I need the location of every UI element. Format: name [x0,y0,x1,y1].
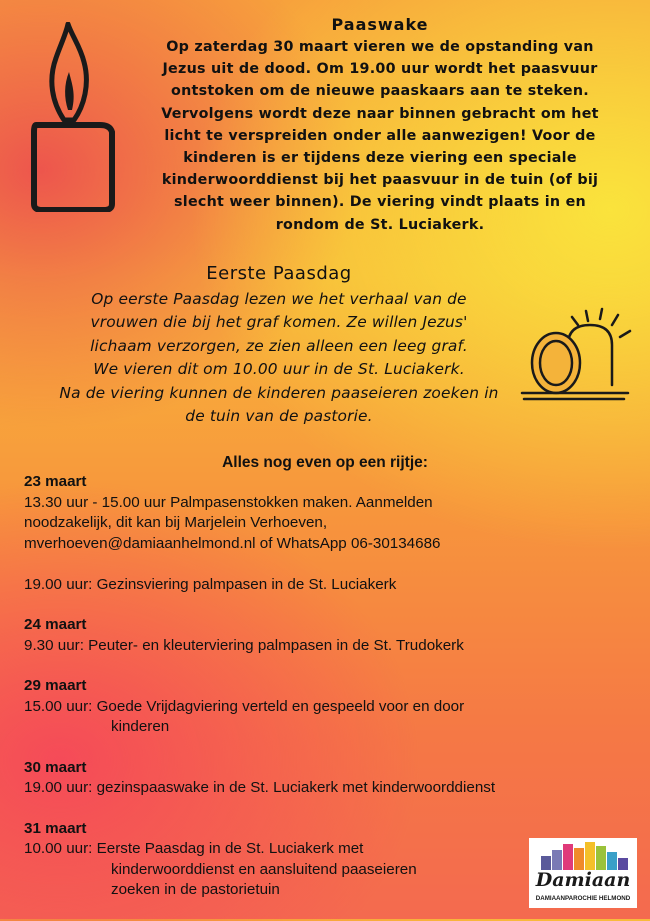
schedule-title: Alles nog even op een rijtje: [222,454,428,471]
eerste-paasdag-text [14,288,544,428]
schedule-date: 30 maart [24,758,87,776]
paaswake-line: Jezus uit de dood. Om 19.00 uur wordt het paasvuur [162,61,598,78]
schedule-day [24,676,584,738]
paaswake-text [112,36,648,236]
logo-bar [541,856,551,870]
logo-bar [563,844,573,870]
empty-tomb-icon [520,305,632,405]
paaswake-line: Vervolgens wordt deze naar binnen gebracht om het [161,105,599,122]
eerste-paasdag-line: Op eerste Paasdag lezen we het verhaal van de [91,290,467,308]
logo-bar [596,846,606,870]
paaswake-section [112,14,648,236]
paaswake-line: licht te verspreiden onder alle aanwezigen! Voor de [164,127,596,144]
schedule-line [24,554,584,575]
paaswake-line: Op zaterdag 30 maart vieren we de opstanding van [166,39,594,55]
schedule-day [24,819,584,901]
schedule-line: zoeken in de pastorietuin [111,881,280,898]
paaswake-line: slecht weer binnen). De viering vindt plaats in en [174,194,586,211]
schedule-line: 19.00 uur: gezinspaaswake in de St. Luciakerk met kinderwoorddienst [24,779,496,796]
logo-bar [607,852,617,870]
eerste-paasdag-title: Eerste Paasdag [206,263,352,284]
schedule-line: kinderen [111,718,170,735]
logo-bar [574,848,584,870]
paaswake-title: Paaswake [331,15,429,34]
schedule-line: 19.00 uur: Gezinsviering palmpasen in de St. Luciakerk [24,575,397,593]
paaswake-line: kinderen is er tijdens deze viering een speciale [183,150,577,167]
schedule-day [24,615,584,656]
schedule-date: 23 maart [24,473,87,490]
logo-graphic [529,838,637,908]
eerste-paasdag-line: Na de viering kunnen de kinderen paaseieren zoeken in [59,383,499,402]
schedule-list [24,472,584,921]
eerste-paasdag-line: de tuin van de pastorie. [185,407,373,426]
logo-name: Damiaan [535,869,631,891]
schedule-line: 10.00 uur: Eerste Paasdag in de St. Luciakerk met [24,840,364,857]
eerste-paasdag-section [14,262,544,428]
schedule-day [24,758,584,799]
paaswake-line: ontstoken om de nieuwe paaskaars aan te steken. [171,83,589,100]
eerste-paasdag-line: lichaam verzorgen, ze zien alleen een leeg graf. [90,336,468,355]
damiaan-logo [529,838,637,908]
schedule-line: 13.30 uur - 15.00 uur Palmpasenstokken maken. Aanmelden [24,493,433,511]
paaswake-line: rondom de St. Luciakerk. [275,216,485,233]
schedule-date: 29 maart [24,677,87,694]
schedule-line: 15.00 uur: Goede Vrijdagviering verteld en gespeeld voor en door [24,697,465,715]
schedule-day [24,472,584,595]
candle-icon [30,22,120,212]
eerste-paasdag-line: We vieren dit om 10.00 uur in de St. Luciakerk. [93,360,465,379]
logo-subtitle: DAMIAANPAROCHIE HELMOND [535,895,631,902]
schedule-date: 31 maart [24,819,87,837]
eerste-paasdag-line: vrouwen die bij het graf komen. Ze willen Jezus' [90,313,468,332]
schedule-line: 9.30 uur: Peuter- en kleuterviering palmpasen in de St. Trudokerk [24,636,464,654]
logo-bar [585,842,595,870]
schedule-line: kinderwoorddienst en aansluitend paaseieren [111,860,417,878]
schedule-line: noodzakelijk, dit kan bij Marjelein Verhoeven, [24,514,328,531]
paaswake-line: kinderwoorddienst bij het paasvuur in de tuin (of bij [161,172,599,189]
logo-bar [552,850,562,870]
schedule-line: mverhoeven@damiaanhelmond.nl of WhatsApp 06-30134686 [24,534,441,552]
schedule-date: 24 maart [24,616,87,633]
